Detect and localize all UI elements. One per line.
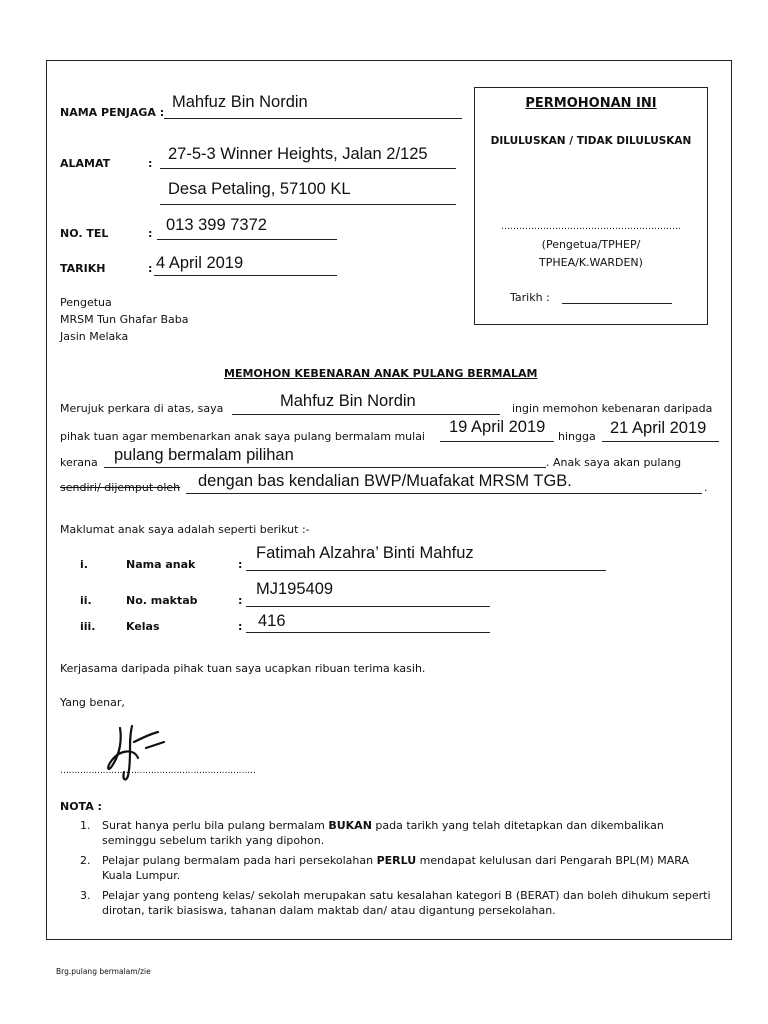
tarikh-label: TARIKH [60, 262, 106, 275]
closing-yours: Yang benar, [60, 696, 125, 709]
approval-tarikh-label: Tarikh : [510, 291, 550, 304]
approval-signature-dots: …………………………………………………… [501, 222, 681, 232]
notes-title: NOTA : [60, 800, 102, 813]
tarikh-value: 4 April 2019 [156, 254, 244, 272]
alamat-colon: : [148, 157, 153, 170]
note-1-text-a: Surat hanya perlu bila pulang bermalam [102, 819, 329, 832]
letter-reason: pulang bermalam pilihan [114, 446, 294, 464]
letter-date-from: 19 April 2019 [449, 418, 546, 436]
alamat-line2-rule [160, 204, 456, 205]
letter-hingga: hingga [558, 430, 596, 443]
approval-role-line2: TPHEA/K.WARDEN) [539, 256, 643, 269]
note-item-2 [80, 853, 720, 883]
student-row-3-colon: : [238, 620, 243, 633]
tel-line [157, 239, 337, 240]
recipient-line3: Jasin Melaka [60, 330, 129, 343]
note-2-text-a: Pelajar pulang bermalam pada hari persekolahan [102, 854, 377, 867]
tarikh-line [154, 275, 337, 276]
note-item-1 [80, 818, 720, 848]
letter-struck-text: sendiri/ dijemput oleh [60, 481, 181, 494]
alamat-line1: 27-5-3 Winner Heights, Jalan 2/125 [168, 145, 428, 163]
student-row-2-label: No. maktab [126, 594, 198, 607]
letter-guardian-line [232, 414, 500, 415]
note-3-text-a: Pelajar yang ponteng kelas/ sekolah merupakan satu kesalahan kategori B (BERAT) dan boleh dihukum seperti dirotan, tarik biasiswa, tahanan dalam maktab dan/ atau digantung persekolahan. [102, 889, 711, 917]
letter-date-to: 21 April 2019 [610, 419, 707, 437]
student-row-2-colon: : [238, 594, 243, 607]
tel-colon: : [148, 227, 153, 240]
closing-sign-dots: …………………………………………………………… [60, 766, 256, 776]
letter-date-from-line [440, 441, 554, 442]
note-1-bold: BUKAN [328, 819, 372, 832]
tel-value: 013 399 7372 [166, 216, 267, 234]
alamat-line2: Desa Petaling, 57100 KL [168, 180, 351, 198]
nama-penjaga-label: NAMA PENJAGA : [60, 106, 165, 119]
tel-label: NO. TEL [60, 227, 109, 240]
alamat-label: ALAMAT [60, 157, 111, 170]
student-row-3-num: iii. [80, 620, 96, 633]
student-matric-value: MJ195409 [256, 580, 334, 598]
note-2-bold: PERLU [376, 854, 417, 867]
nama-penjaga-value: Mahfuz Bin Nordin [172, 93, 308, 111]
note-2-text-b: mendapat kelulusan dari Pengarah BPL(M) MARA Kuala Lumpur. [102, 854, 689, 882]
letter-p3-start: kerana [60, 456, 98, 469]
student-row-1-label: Nama anak [126, 558, 196, 571]
footer-ref: Brg.pulang bermalam/zie [56, 967, 151, 976]
student-info-intro: Maklumat anak saya adalah seperti berikut :- [60, 523, 310, 536]
approval-box [474, 87, 708, 325]
note-1-num: 1. [80, 819, 91, 832]
approval-status: DILULUSKAN / TIDAK DILULUSKAN [490, 135, 692, 147]
letter-p3-end: . Anak saya akan pulang [546, 456, 682, 469]
student-class-value: 416 [258, 612, 286, 630]
letter-reason-line [104, 467, 546, 468]
approval-role-line1: (Pengetua/TPHEP/ [541, 238, 641, 251]
student-matric-line [246, 606, 490, 607]
student-name-line [246, 570, 606, 571]
note-1-text-b: pada tarikh yang telah ditetapkan dan dikembalikan seminggu sebelum tarikh yang dipohon. [102, 819, 664, 847]
student-row-1-num: i. [80, 558, 88, 571]
nama-penjaga-line [164, 118, 462, 119]
letter-p1-end: ingin memohon kebenaran daripada [512, 402, 713, 415]
tarikh-colon: : [148, 262, 153, 275]
approval-tarikh-line [562, 303, 672, 304]
approval-title: PERMOHONAN INI [525, 96, 657, 111]
closing-thanks: Kerjasama daripada pihak tuan saya ucapkan ribuan terima kasih. [60, 662, 426, 675]
student-row-2-num: ii. [80, 594, 92, 607]
recipient-line1: Pengetua [60, 296, 112, 309]
note-3-num: 3. [80, 889, 91, 902]
alamat-line1-rule [160, 168, 456, 169]
letter-p4-end: . [704, 481, 708, 494]
letter-subject: MEMOHON KEBENARAN ANAK PULANG BERMALAM [224, 367, 538, 380]
note-2-num: 2. [80, 854, 91, 867]
student-name-value: Fatimah Alzahra’ Binti Mahfuz [256, 544, 474, 562]
student-row-1-colon: : [238, 558, 243, 571]
student-class-line [246, 632, 490, 633]
letter-p2-start: pihak tuan agar membenarkan anak saya pulang bermalam mulai [60, 430, 425, 443]
recipient-line2: MRSM Tun Ghafar Baba [60, 313, 189, 326]
letter-transport-line [186, 493, 702, 494]
letter-p1-start: Merujuk perkara di atas, saya [60, 402, 224, 415]
letter-guardian-name: Mahfuz Bin Nordin [280, 392, 416, 410]
note-item-3 [80, 888, 720, 918]
letter-date-to-line [602, 441, 719, 442]
letter-transport: dengan bas kendalian BWP/Muafakat MRSM TGB. [198, 472, 572, 490]
student-row-3-label: Kelas [126, 620, 160, 633]
